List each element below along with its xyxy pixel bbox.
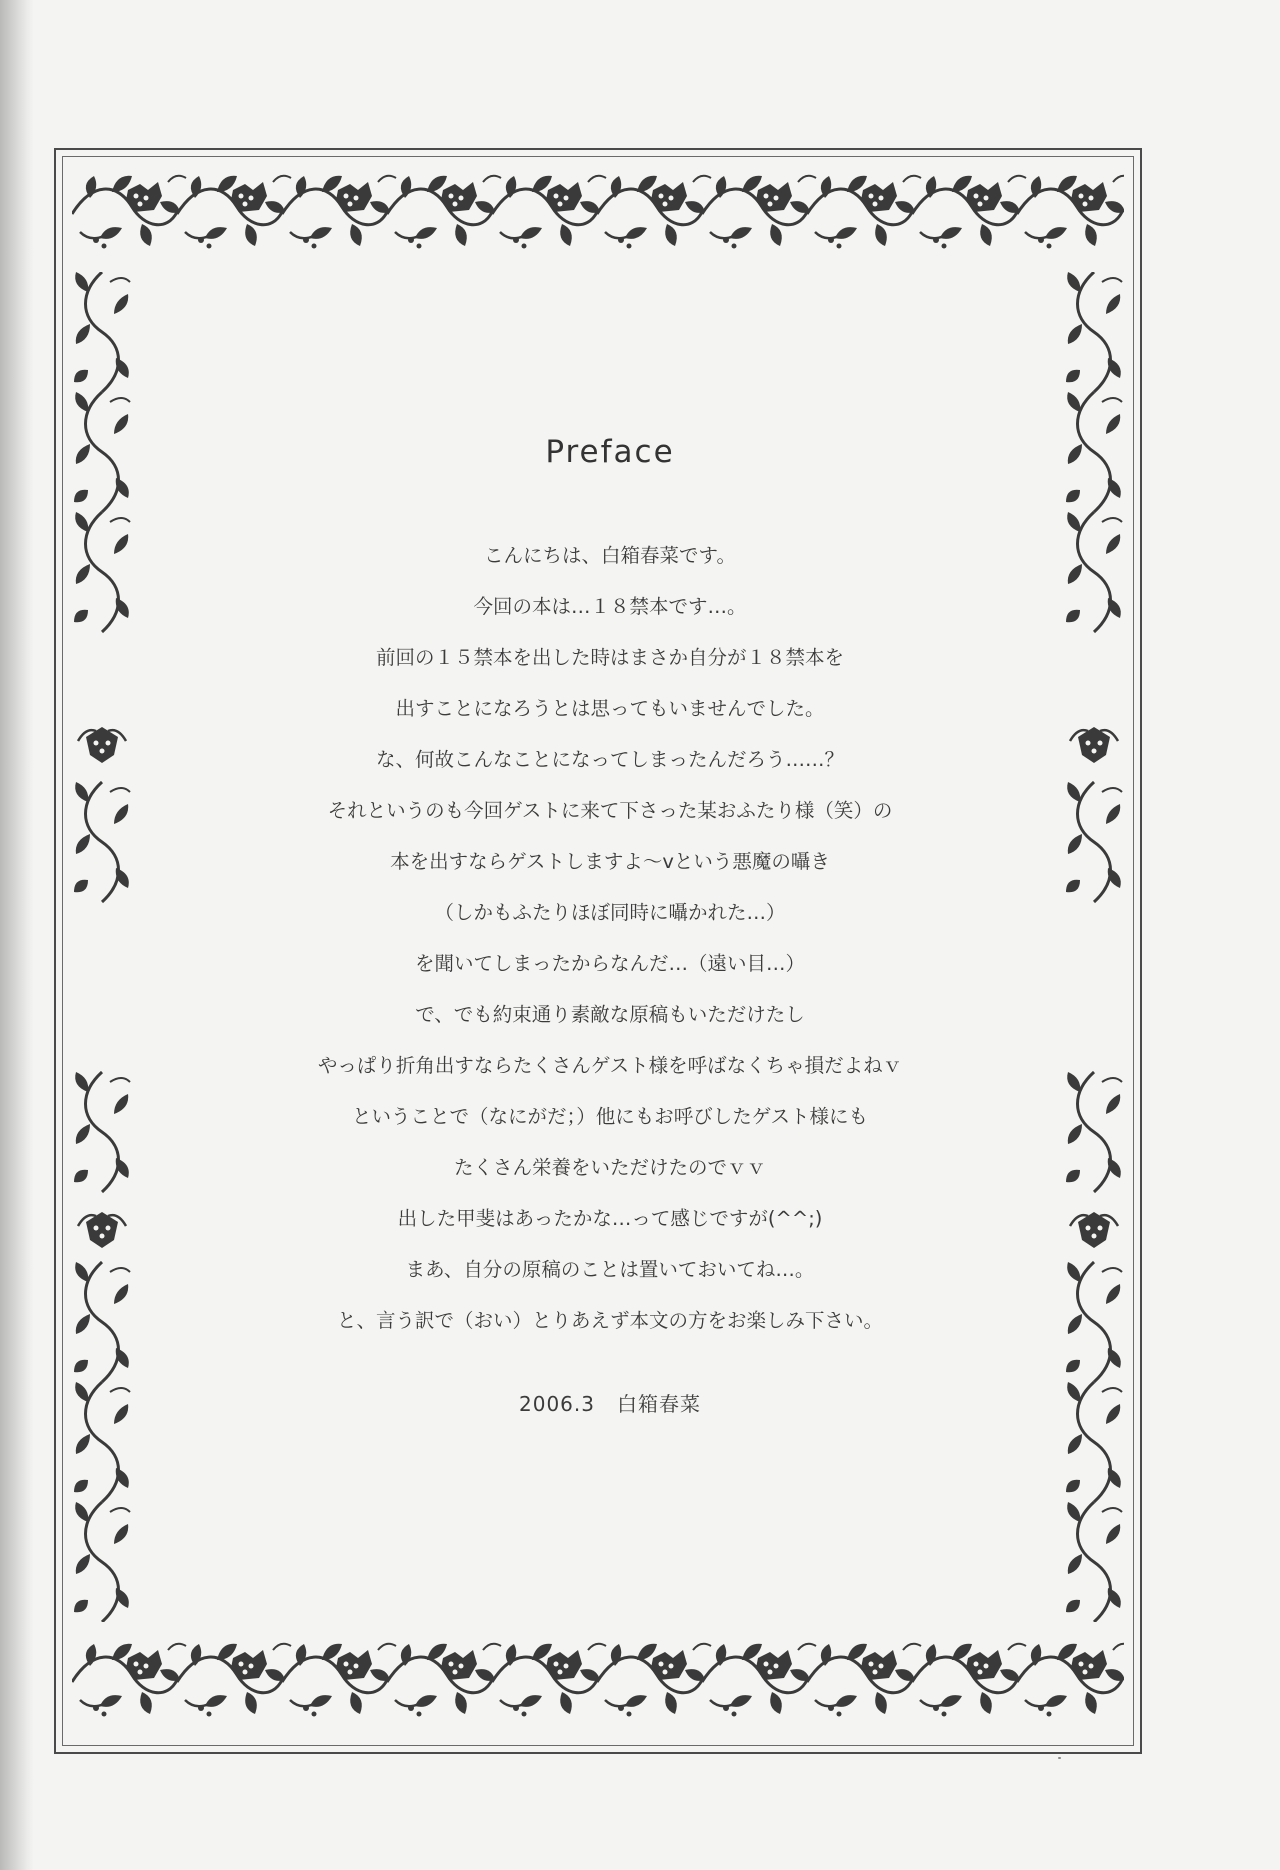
body-line: やっぱり折角出すならたくさんゲスト様を呼ばなくちゃ損だよねｖ bbox=[317, 1054, 903, 1077]
body-line: それというのも今回ゲストに来て下さった某おふたり様（笑）の bbox=[327, 799, 893, 822]
body-line: な、何故こんなことになってしまったんだろう……？ bbox=[375, 748, 844, 771]
right-vine-border bbox=[1062, 272, 1126, 1622]
body-line: を聞いてしまったからなんだ…（遠い目…） bbox=[414, 952, 805, 975]
signature-date: 2006.3 bbox=[519, 1392, 595, 1416]
body-line: ということで（なにがだ；）他にもお呼びしたゲスト様にも bbox=[352, 1105, 868, 1128]
body-line: 前回の１５禁本を出した時はまさか自分が１８禁本を bbox=[375, 646, 844, 669]
body-line: たくさん栄養をいただけたのでｖｖ bbox=[453, 1156, 766, 1179]
body-line: 出すことになろうとは思ってもいませんでした。 bbox=[395, 697, 825, 720]
body-line: 出した甲斐はあったかな…って感じですが(^^;) bbox=[397, 1207, 823, 1230]
page-title: Preface bbox=[545, 434, 675, 470]
body-line: 本を出すならゲストしますよ～vという悪魔の囁き bbox=[390, 850, 830, 873]
left-vine-border bbox=[70, 272, 134, 1622]
signature bbox=[160, 1388, 1060, 1417]
preface-content bbox=[160, 430, 1060, 1417]
body-text bbox=[160, 530, 1060, 1346]
body-line: 今回の本は…１８禁本です…。 bbox=[473, 595, 747, 618]
body-line: まあ、自分の原稿のことは置いておいてね…。 bbox=[405, 1258, 815, 1281]
binding-shadow bbox=[0, 0, 34, 1870]
body-line: と、言う訳で（おい）とりあえず本文の方をお楽しみ下さい。 bbox=[336, 1309, 883, 1332]
body-line: （しかもふたりほぼ同時に囁かれた…） bbox=[434, 901, 786, 924]
signature-author: 白箱春菜 bbox=[616, 1392, 701, 1416]
body-line: で、でも約束通り素敵な原稿もいただけたし bbox=[415, 1003, 805, 1026]
top-floral-border bbox=[72, 162, 1124, 266]
paper-speck bbox=[1058, 1757, 1061, 1759]
bottom-floral-border bbox=[72, 1630, 1124, 1734]
body-line: こんにちは、白箱春菜です。 bbox=[484, 544, 736, 567]
